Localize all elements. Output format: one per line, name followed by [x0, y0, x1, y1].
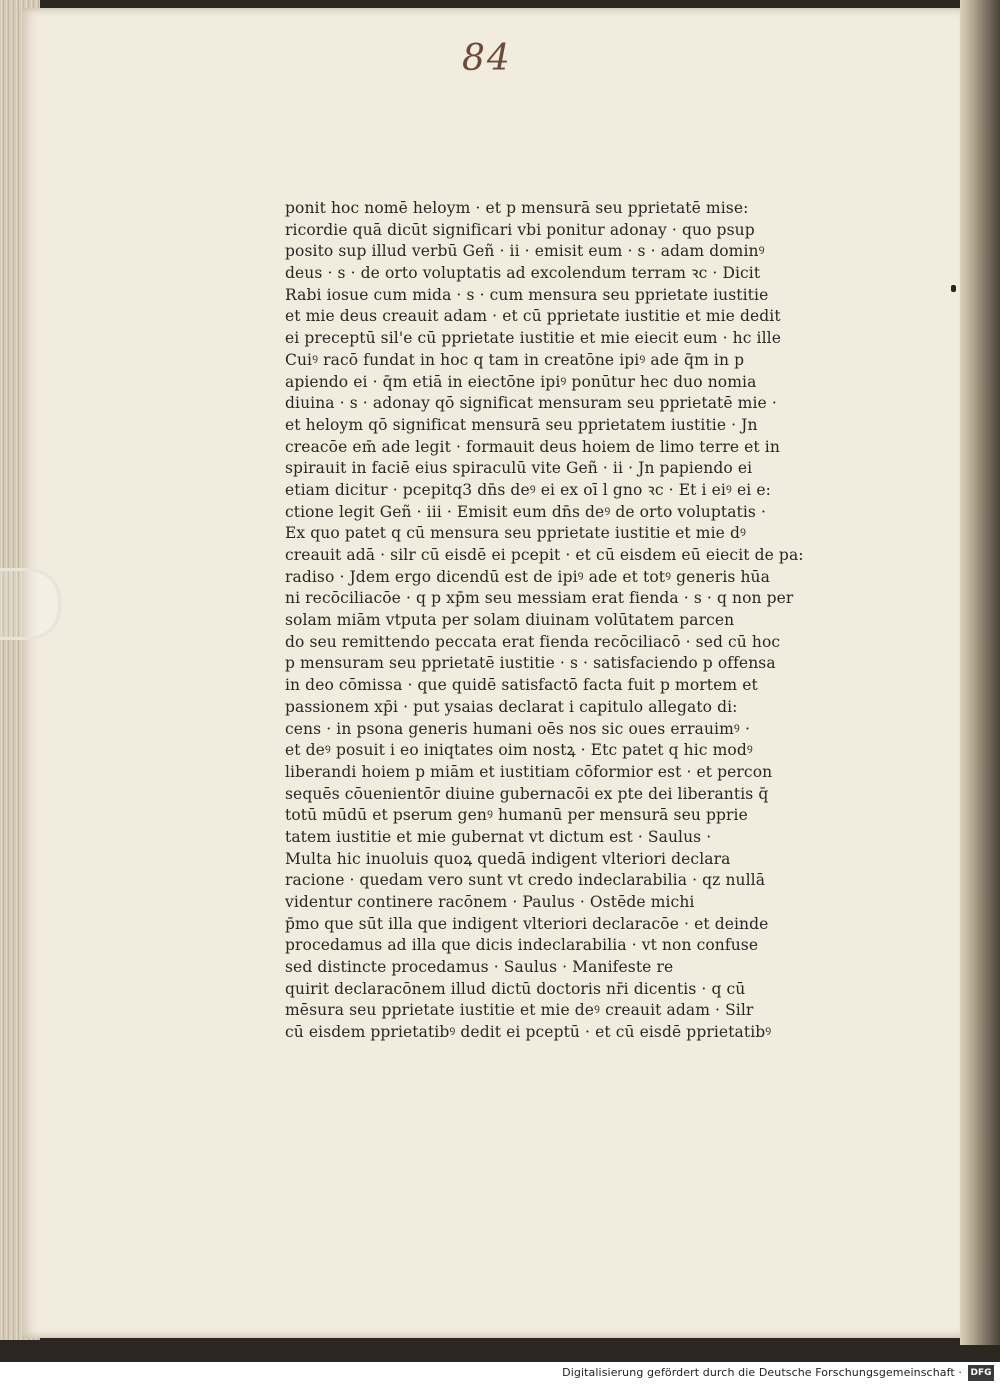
book-spine — [960, 0, 1000, 1345]
text-line: etiam dicitur · pcepitq3 dn̄s deꝰ ei ex oī l gno ꝛc · Et i eiꝰ ei e: — [285, 480, 771, 499]
text-line: deus · s · de orto voluptatis ad excolendum terram ꝛc · Dicit — [285, 264, 761, 283]
text-line: ei preceptū sil'e cū pprietate iustitie et mie eiecit eum · hc ille — [285, 329, 781, 348]
text-line: do seu remittendo peccata erat fienda recōciliacō · sed cū hoc — [285, 632, 781, 651]
text-line: tatem iustitie et mie gubernat vt dictum est · Saulus · — [285, 827, 712, 846]
text-line: Ex quo patet q cū mensura seu pprietate iustitie et mie dꝰ — [285, 524, 746, 543]
text-line: p̄mo que sūt illa que indigent vlteriori declaracōe · et deinde — [285, 914, 769, 933]
text-line: Rabi iosue cum mida · s · cum mensura seu pprietate iustitie — [285, 285, 769, 304]
page-clip — [0, 568, 61, 640]
text-line: ricordie quā dicūt significari vbi ponitur adonay · quo psup — [285, 220, 755, 239]
text-line: posito sup illud verbū Geñ · ii · emisit eum · s · adam dominꝰ — [285, 242, 765, 261]
text-line: ponit hoc nomē heloym · et p mensurā seu pprietatē mise: — [285, 199, 749, 217]
text-line: in deo cōmissa · que quidē satisfactō facta fuit p mortem et — [285, 676, 758, 695]
text-line: racione · quedam vero sunt vt credo indeclarabilia · qz nullā — [285, 871, 766, 890]
text-line: videntur continere racōnem · Paulus · Ostēde michi — [285, 893, 695, 911]
text-line: creacōe em̄ ade legit · formauit deus hoiem de limo terre et in — [285, 437, 780, 456]
footer-bar — [0, 1362, 1000, 1385]
text-line: sed distincte procedamus · Saulus · Manifeste re — [285, 958, 674, 977]
text-line: sequēs cōuenientōr diuine gubernacōi ex pte dei liberantis q̄ — [285, 784, 769, 803]
text-line: cens · in psona generis humani oēs nos sic oues errauimꝰ · — [285, 719, 750, 738]
folio-number: 84 — [462, 38, 512, 79]
text-line: liberandi hoiem p miām et iustitiam cōformior est · et percon — [285, 762, 773, 781]
dfg-logo: DFG — [968, 1365, 994, 1381]
text-line: passionem xp̄i · put ysaias declarat i capitulo allegato di: — [285, 697, 738, 716]
text-line: Multa hic inuoluis quoꝝ quedā indigent vlteriori declara — [285, 849, 731, 868]
text-line: mēsura seu pprietate iustitie et mie deꝰ creauit adam · Silr — [285, 1001, 754, 1020]
text-line: Cuiꝰ racō fundat in hoc q tam in creatōne ipiꝰ ade q̄m in p — [285, 350, 745, 369]
text-line: et deꝰ posuit i eo iniqtates oim nostꝝ · Etc patet q hic modꝰ — [285, 741, 753, 760]
text-line: et mie deus creauit adam · et cū pprietate iustitie et mie dedit — [285, 307, 781, 326]
text-line: creauit adā · silr cū eisdē ei pcepit · et cū eisdem eū eiecit de pa: — [285, 546, 804, 564]
text-line: cū eisdem pprietatibꝰ dedit ei pceptū · et cū eisdē pprietatibꝰ — [285, 1023, 772, 1042]
text-line: diuina · s · adonay qō significat mensuram seu pprietatē mie · — [285, 394, 777, 413]
text-line: solam miām vtputa per solam diuinam volūtatem parcen — [285, 611, 735, 630]
funding-credit: Digitalisierung gefördert durch die Deutsche Forschungsgemeinschaft · — [562, 1366, 962, 1379]
text-line: p mensuram seu pprietatē iustitie · s · satisfaciendo p offensa — [285, 654, 776, 673]
text-line: ctione legit Geñ · iii · Emisit eum dn̄s deꝰ de orto voluptatis · — [285, 502, 767, 521]
text-line: procedamus ad illa que dicis indeclarabilia · vt non confuse — [285, 936, 759, 955]
text-line: apiendo ei · q̄m etiā in eiectōne ipiꝰ ponūtur hec duo nomia — [285, 372, 757, 391]
text-line: radiso · Jdem ergo dicendū est de ipiꝰ ade et totꝰ generis hūa — [285, 567, 770, 586]
ink-mark — [951, 285, 956, 292]
text-line: totū mūdū et pserum genꝰ humanū per mensurā seu pprie — [285, 806, 748, 825]
text-column — [285, 198, 810, 1044]
text-line: spirauit in faciē eius spiraculū vite Geñ · ii · Jn papiendo ei — [285, 459, 753, 478]
text-line: quirit declaracōnem illud dictū doctoris nr̄i dicentis · q cū — [285, 979, 746, 998]
text-line: ni recōciliacōe · q p xp̄m seu messiam erat fienda · s · q non per — [285, 589, 794, 608]
text-line: et heloym qō significat mensurā seu pprietatem iustitie · Jn — [285, 415, 758, 434]
